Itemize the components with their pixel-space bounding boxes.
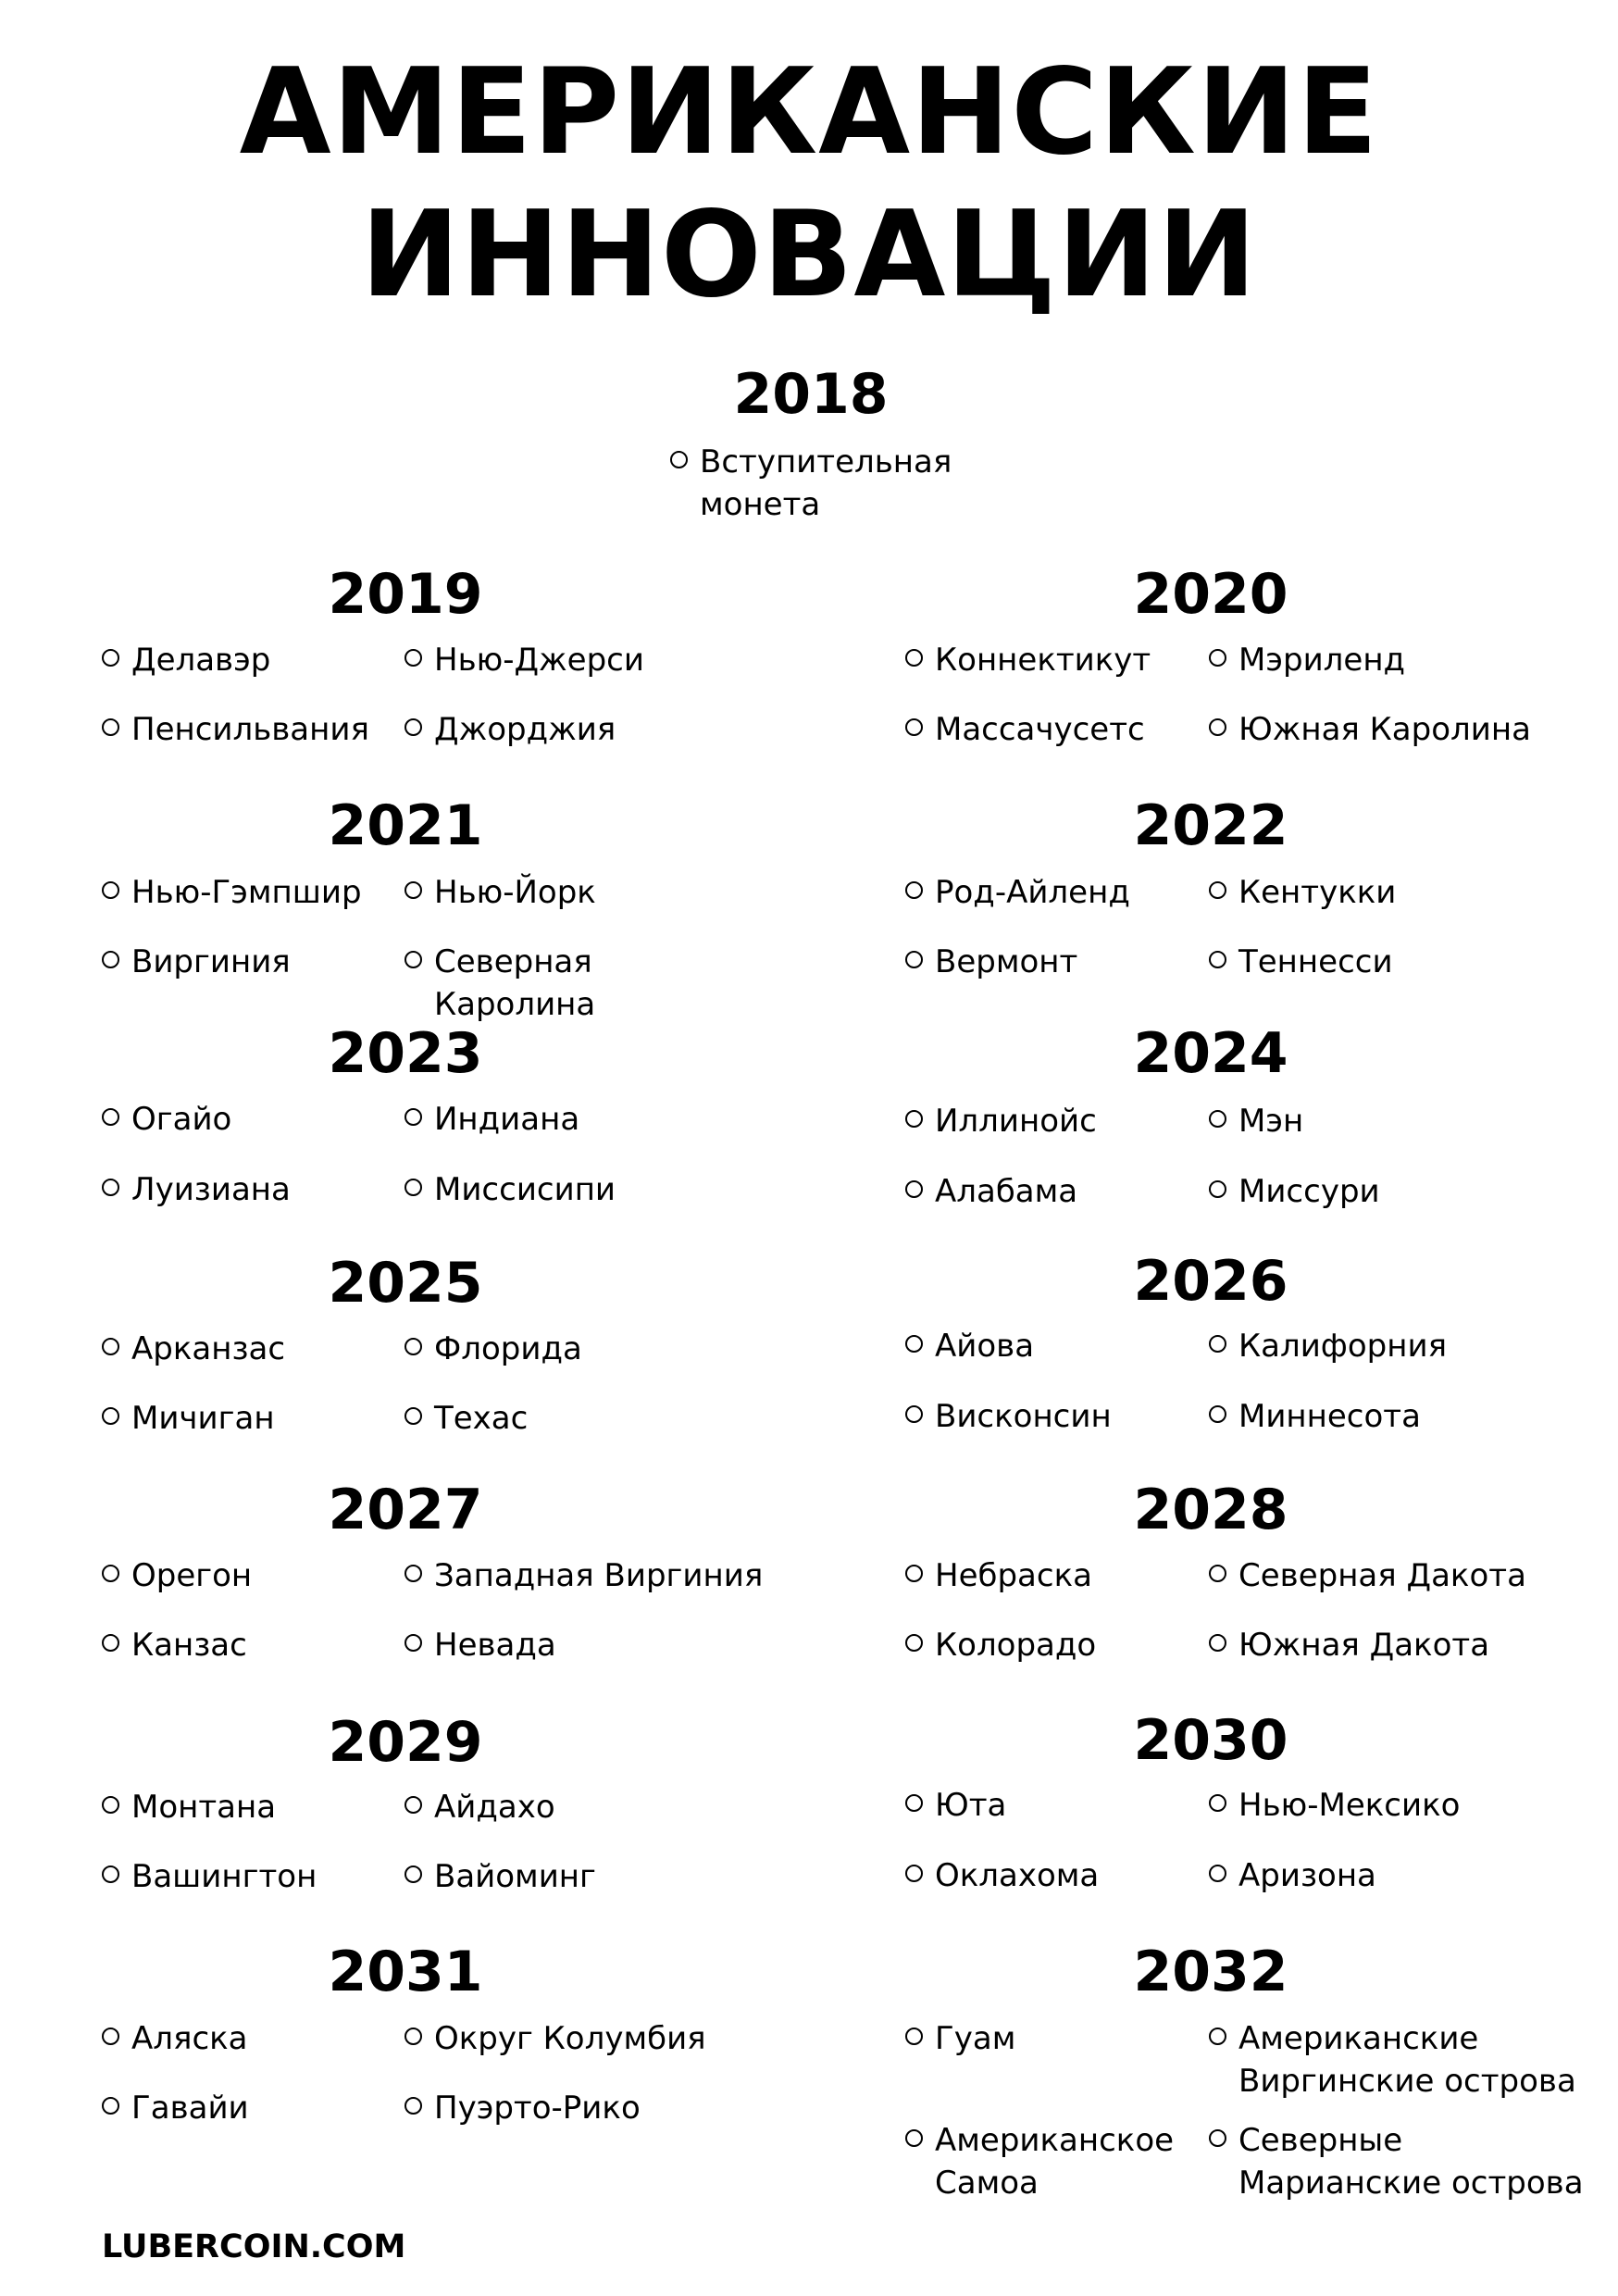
title-line-1: АМЕРИКАНСКИЕ xyxy=(239,44,1379,181)
checklist-item xyxy=(102,2087,249,2129)
checkbox-circle[interactable] xyxy=(1209,1565,1226,1582)
item-label: Канзас xyxy=(131,1627,247,1664)
checklist-item xyxy=(102,1554,252,1597)
item-label: Массачусетс xyxy=(935,711,1145,748)
item-label: Висконсин xyxy=(935,1398,1112,1435)
item-label: Южная Каролина xyxy=(1238,711,1531,748)
checkbox-circle[interactable] xyxy=(1209,1634,1226,1652)
item-label: Техас xyxy=(434,1400,529,1437)
checkbox-circle[interactable] xyxy=(404,1796,422,1814)
checklist-item xyxy=(102,1397,275,1440)
checklist-item xyxy=(1209,1395,1421,1438)
checklist-item xyxy=(1209,1784,1460,1827)
year-heading: 2032 xyxy=(1133,1940,1288,2004)
checklist-item xyxy=(404,1397,528,1440)
checklist-item xyxy=(404,2017,706,2060)
checkbox-circle[interactable] xyxy=(1209,1180,1226,1198)
item-label: Миссури xyxy=(1238,1173,1380,1210)
checkbox-circle[interactable] xyxy=(404,1338,422,1355)
checkbox-circle[interactable] xyxy=(905,1110,923,1128)
checkbox-circle[interactable] xyxy=(102,1179,119,1196)
item-label: Миннесота xyxy=(1238,1398,1421,1435)
item-label: Мичиган xyxy=(131,1400,275,1437)
checkbox-circle[interactable] xyxy=(1209,1794,1226,1812)
item-label: Флорида xyxy=(434,1330,582,1367)
checklist-item xyxy=(102,1168,291,1211)
item-label: Юта xyxy=(935,1787,1007,1824)
item-label: Гавайи xyxy=(131,2090,249,2127)
item-label: Алабама xyxy=(935,1173,1078,1210)
checkbox-circle[interactable] xyxy=(670,451,688,468)
item-label: Гуам xyxy=(935,2020,1016,2057)
checkbox-circle[interactable] xyxy=(102,951,119,968)
year-heading: 2027 xyxy=(328,1478,483,1542)
checkbox-circle[interactable] xyxy=(905,881,923,899)
checklist-item xyxy=(1209,1325,1447,1367)
checklist-item xyxy=(404,1786,555,1828)
checkbox-circle[interactable] xyxy=(102,1338,119,1355)
item-label: Огайо xyxy=(131,1101,232,1138)
item-label: Северная Дакота xyxy=(1238,1557,1526,1594)
site-link[interactable]: LUBERCOIN.COM xyxy=(102,2228,406,2265)
item-label: Луизиана xyxy=(131,1171,291,1208)
checkbox-circle[interactable] xyxy=(1209,1405,1226,1423)
item-label: Пенсильвания xyxy=(131,711,369,748)
checkbox-circle[interactable] xyxy=(905,1335,923,1353)
checkbox-circle[interactable] xyxy=(1209,1865,1226,1882)
checklist-item xyxy=(905,1854,1099,1897)
checkbox-circle[interactable] xyxy=(905,1565,923,1582)
checklist-item xyxy=(905,2017,1015,2060)
item-label: Орегон xyxy=(131,1557,253,1594)
checkbox-circle[interactable] xyxy=(102,2028,119,2045)
checklist-item xyxy=(404,1328,582,1370)
checklist-item xyxy=(404,1554,763,1597)
year-heading: 2031 xyxy=(328,1940,483,2004)
checklist-item xyxy=(102,1328,285,1370)
checklist-item xyxy=(1209,1170,1380,1213)
checkbox-circle[interactable] xyxy=(102,1866,119,1883)
item-label: Коннектикут xyxy=(935,642,1151,679)
item-label: Пуэрто-Рико xyxy=(434,2090,641,2127)
item-label: Нью-Йорк xyxy=(434,874,596,911)
year-heading: 2019 xyxy=(328,562,483,627)
item-label: Нью-Мексико xyxy=(1238,1787,1461,1824)
item-label: Северная Каролина xyxy=(434,943,596,1023)
item-label: Вайоминг xyxy=(434,1858,596,1895)
checkbox-circle[interactable] xyxy=(404,881,422,899)
item-label: Калифорния xyxy=(1238,1328,1448,1365)
item-label: Виргиния xyxy=(131,943,291,980)
item-label: Айдахо xyxy=(434,1789,555,1826)
year-heading: 2030 xyxy=(1133,1708,1288,1773)
item-label: Род-Айленд xyxy=(935,874,1130,911)
checkbox-circle[interactable] xyxy=(404,1866,422,1883)
checkbox-circle[interactable] xyxy=(1209,2028,1226,2045)
year-heading: 2018 xyxy=(733,362,889,427)
checklist-item xyxy=(102,708,369,751)
checklist-item xyxy=(905,1624,1096,1666)
checklist-item xyxy=(404,639,644,681)
item-label: Иллинойс xyxy=(935,1103,1097,1140)
item-label: Аляска xyxy=(131,2020,248,2057)
checkbox-circle[interactable] xyxy=(905,1405,923,1423)
checklist-item xyxy=(102,941,291,983)
checkbox-circle[interactable] xyxy=(404,2028,422,2045)
checklist-item xyxy=(905,708,1145,751)
item-label: Колорадо xyxy=(935,1627,1097,1664)
checklist-item xyxy=(404,1168,616,1211)
checkbox-circle[interactable] xyxy=(102,1796,119,1814)
year-heading: 2021 xyxy=(328,793,483,858)
item-label: Аризона xyxy=(1238,1857,1376,1894)
item-label: Делавэр xyxy=(131,642,271,679)
checklist-item xyxy=(404,941,595,1026)
checklist-item xyxy=(1209,941,1393,983)
checkbox-circle[interactable] xyxy=(102,718,119,736)
checkbox-circle[interactable] xyxy=(404,951,422,968)
checkbox-circle[interactable] xyxy=(102,881,119,899)
checklist-item xyxy=(670,441,952,526)
checkbox-circle[interactable] xyxy=(1209,881,1226,899)
checklist-item xyxy=(905,941,1077,983)
item-label: Северные Марианские острова xyxy=(1238,2122,1584,2202)
checklist-item xyxy=(102,871,362,914)
checklist-item xyxy=(1209,1854,1376,1897)
checklist-item xyxy=(1209,639,1405,681)
checklist-item xyxy=(1209,1624,1489,1666)
item-label: Кентукки xyxy=(1238,874,1397,911)
item-label: Невада xyxy=(434,1627,556,1664)
checkbox-circle[interactable] xyxy=(1209,951,1226,968)
item-label: Вступительная монета xyxy=(700,443,952,523)
checkbox-circle[interactable] xyxy=(404,1407,422,1425)
item-label: Нью-Джерси xyxy=(434,642,644,679)
checklist-item xyxy=(102,1855,317,1898)
item-label: Теннесси xyxy=(1238,943,1393,980)
item-label: Арканзас xyxy=(131,1330,286,1367)
checkbox-circle[interactable] xyxy=(1209,2129,1226,2147)
item-label: Западная Виргиния xyxy=(434,1557,764,1594)
checklist-item xyxy=(404,1624,556,1666)
checkbox-circle[interactable] xyxy=(404,718,422,736)
checkbox-circle[interactable] xyxy=(905,649,923,667)
checkbox-circle[interactable] xyxy=(1209,718,1226,736)
checkbox-circle[interactable] xyxy=(905,1865,923,1882)
checkbox-circle[interactable] xyxy=(102,1634,119,1652)
checklist-item xyxy=(404,1098,579,1141)
checkbox-circle[interactable] xyxy=(905,2129,923,2147)
item-label: Южная Дакота xyxy=(1238,1627,1490,1664)
checklist-item xyxy=(905,1395,1112,1438)
item-label: Вермонт xyxy=(935,943,1078,980)
checkbox-circle[interactable] xyxy=(404,2097,422,2115)
item-label: Американское Самоа xyxy=(935,2122,1175,2202)
checkbox-circle[interactable] xyxy=(1209,1335,1226,1353)
checklist-item xyxy=(102,1098,231,1141)
item-label: Американские Виргинские острова xyxy=(1238,2020,1576,2100)
item-label: Миссисипи xyxy=(434,1171,616,1208)
year-heading: 2023 xyxy=(328,1021,483,1086)
item-label: Мэриленд xyxy=(1238,642,1406,679)
checklist-item xyxy=(102,639,270,681)
item-label: Джорджия xyxy=(434,711,616,748)
year-heading: 2026 xyxy=(1133,1249,1288,1314)
title-line-2: ИННОВАЦИИ xyxy=(360,186,1258,324)
checklist-item xyxy=(905,871,1130,914)
item-label: Мэн xyxy=(1238,1103,1304,1140)
item-label: Индиана xyxy=(434,1101,580,1138)
item-label: Оклахома xyxy=(935,1857,1100,1894)
checklist-item xyxy=(404,2087,641,2129)
checklist-item xyxy=(404,708,616,751)
checklist-item xyxy=(404,871,596,914)
checklist-item xyxy=(404,1855,596,1898)
checkbox-circle[interactable] xyxy=(905,1634,923,1652)
checklist-item xyxy=(1209,708,1531,751)
checkbox-circle[interactable] xyxy=(404,1179,422,1196)
checkbox-circle[interactable] xyxy=(102,1108,119,1126)
item-label: Небраска xyxy=(935,1557,1092,1594)
checkbox-circle[interactable] xyxy=(905,951,923,968)
year-heading: 2020 xyxy=(1133,562,1288,627)
checkbox-circle[interactable] xyxy=(905,1180,923,1198)
item-label: Монтана xyxy=(131,1789,277,1826)
checkbox-circle[interactable] xyxy=(404,1108,422,1126)
checkbox-circle[interactable] xyxy=(404,1634,422,1652)
checkbox-circle[interactable] xyxy=(905,718,923,736)
item-label: Айова xyxy=(935,1328,1035,1365)
checkbox-circle[interactable] xyxy=(905,1794,923,1812)
checklist-item xyxy=(1209,1100,1303,1142)
year-heading: 2028 xyxy=(1133,1478,1288,1542)
checkbox-circle[interactable] xyxy=(1209,649,1226,667)
checkbox-circle[interactable] xyxy=(102,1407,119,1425)
checklist-item xyxy=(905,1784,1006,1827)
checklist-item xyxy=(905,1325,1034,1367)
year-heading: 2022 xyxy=(1133,793,1288,858)
checkbox-circle[interactable] xyxy=(102,2097,119,2115)
checklist-item xyxy=(905,1100,1097,1142)
item-label: Нью-Гэмпшир xyxy=(131,874,362,911)
checkbox-circle[interactable] xyxy=(102,1565,119,1582)
year-heading: 2024 xyxy=(1133,1021,1288,1086)
item-label: Вашингтон xyxy=(131,1858,317,1895)
checkbox-circle[interactable] xyxy=(404,1565,422,1582)
checkbox-circle[interactable] xyxy=(905,2028,923,2045)
checklist-item xyxy=(905,1554,1092,1597)
year-heading: 2025 xyxy=(328,1251,483,1316)
checklist-item xyxy=(1209,871,1396,914)
item-label: Округ Колумбия xyxy=(434,2020,706,2057)
checklist-item xyxy=(102,1624,247,1666)
checklist-item xyxy=(905,1170,1077,1213)
checklist-item xyxy=(1209,2017,1576,2103)
checklist-item xyxy=(102,1786,276,1828)
checklist-item xyxy=(905,2119,1174,2204)
checklist-item xyxy=(102,2017,248,2060)
checkbox-circle[interactable] xyxy=(102,649,119,667)
checklist-item xyxy=(1209,2119,1584,2204)
year-heading: 2029 xyxy=(328,1710,483,1775)
checkbox-circle[interactable] xyxy=(404,649,422,667)
checklist-item xyxy=(905,639,1151,681)
checkbox-circle[interactable] xyxy=(1209,1110,1226,1128)
checklist-item xyxy=(1209,1554,1526,1597)
